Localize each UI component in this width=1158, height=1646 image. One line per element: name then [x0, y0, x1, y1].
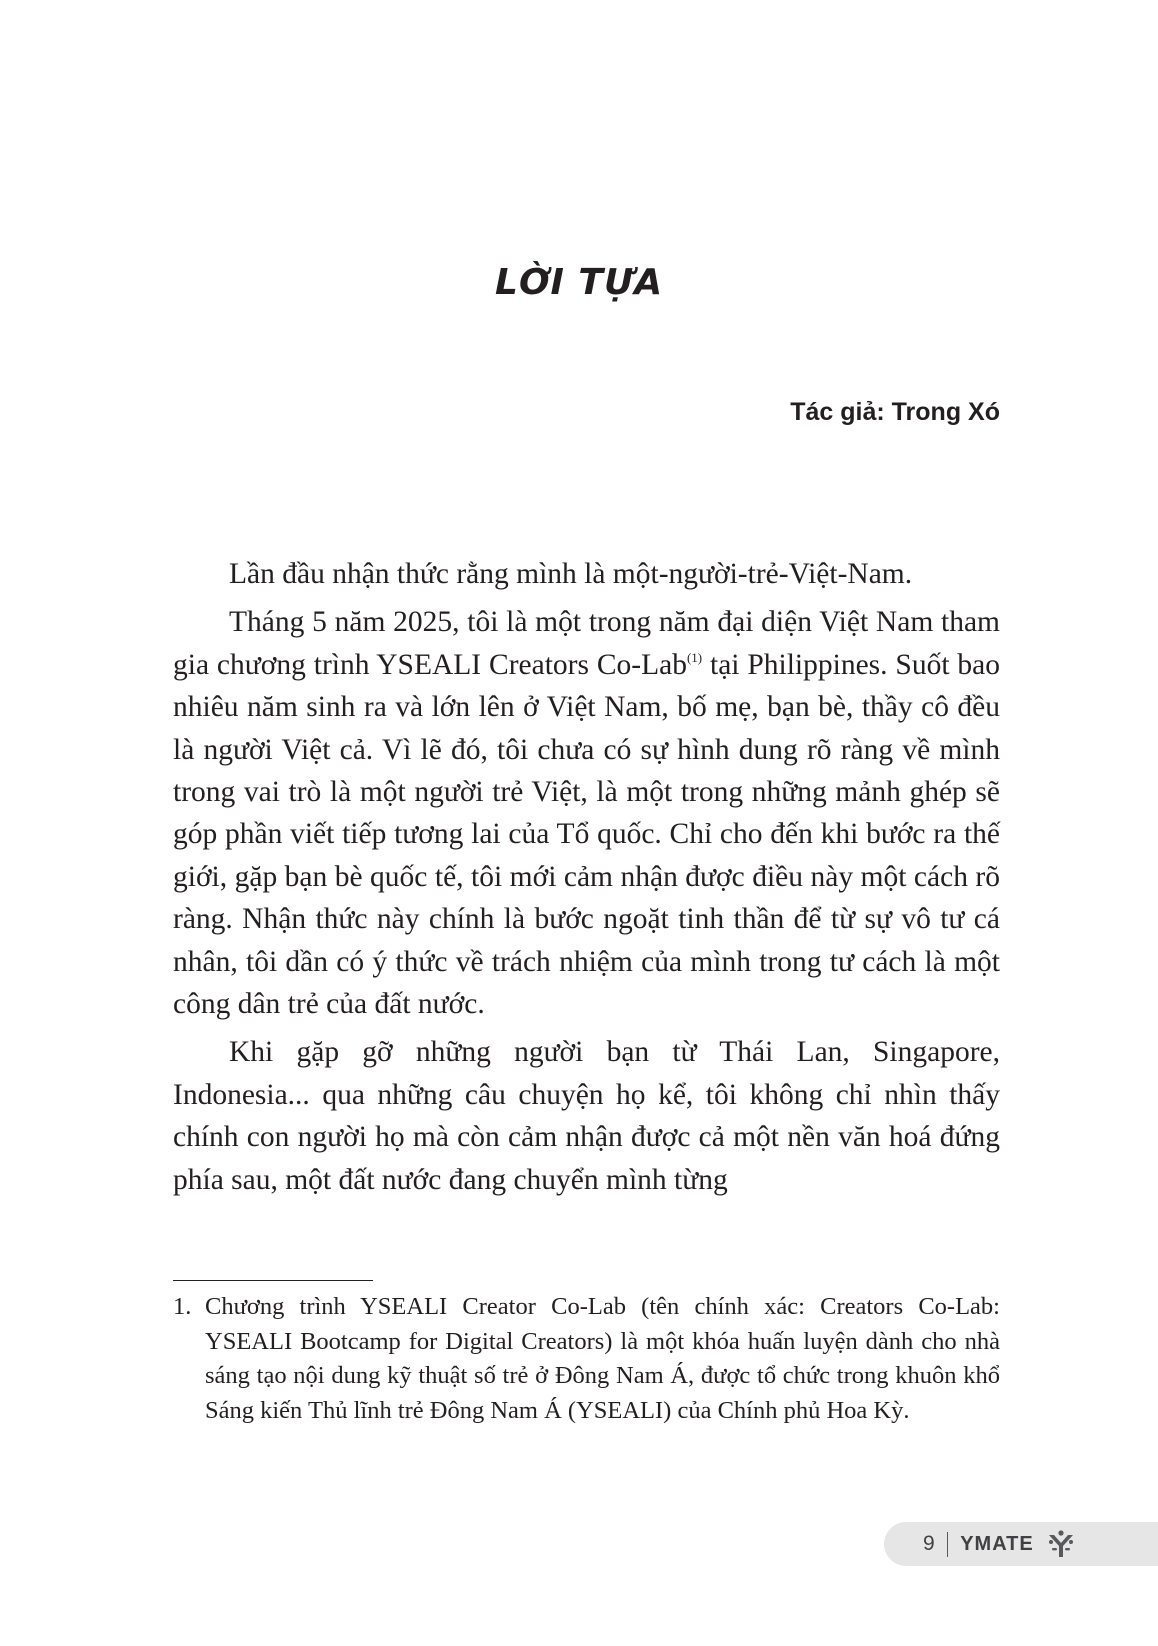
page-title: LỜI TỰA	[494, 262, 664, 303]
ymate-logo-icon	[1046, 1529, 1076, 1559]
page-number: 9	[923, 1532, 935, 1555]
paragraph-2-text-start: Tháng 5 năm 2025, tôi là một trong năm đại diện Việt Nam tham gia chương trình YSEALI Creators Co-Lab	[173, 606, 1000, 681]
author-line: Tác giả: Trong Xó	[790, 398, 1000, 426]
footnote-divider	[173, 1280, 373, 1281]
body-text	[173, 553, 1000, 1207]
brand-name: YMATE	[960, 1532, 1034, 1555]
footer-divider	[947, 1532, 949, 1557]
footnote-text: Chương trình YSEALI Creator Co-Lab (tên chính xác: Creators Co-Lab: YSEALI Bootcamp for Digital Creators) là một khóa huấn luyện dành cho nhà sáng tạo nội dung kỹ thuật số trẻ ở Đông Nam Á, được tổ chức trong khuôn khổ Sáng kiến Thủ lĩnh trẻ Đông Nam Á (YSEALI) của Chính phủ Hoa Kỳ.	[205, 1293, 1000, 1424]
footnote-reference: (1)	[686, 649, 703, 665]
paragraph-2-text-end: tại Philippines. Suốt bao nhiêu năm sinh ra và lớn lên ở Việt Nam, bố mẹ, bạn bè, thầy cô đều là người Việt cả. Vì lẽ đó, tôi chưa có sự hình dung rõ ràng về mình trong vai trò là một người trẻ Việt, là một trong những mảnh ghép sẽ góp phần viết tiếp tương lai của Tổ quốc. Chỉ cho đến khi bước ra thế giới, gặp bạn bè quốc tế, tôi mới cảm nhận được điều này một cách rõ ràng. Nhận thức này chính là bước ngoặt tinh thần để từ sự vô tư cá nhân, tôi dần có ý thức về trách nhiệm của mình trong tư cách là một công dân trẻ của đất nước.	[173, 648, 1000, 1021]
paragraph-3: Khi gặp gỡ những người bạn từ Thái Lan, Singapore, Indonesia... qua những câu chuyện họ kể, tôi không chỉ nhìn thấy chính con người họ mà còn cảm nhận được cả một nền văn hoá đứng phía sau, một đất nước đang chuyển mình từng	[173, 1036, 1000, 1196]
footnote	[173, 1290, 1000, 1428]
footnote-number: 1.	[173, 1293, 192, 1320]
paragraph-2	[173, 601, 1000, 1025]
paragraph-1: Lần đầu nhận thức rằng mình là một-người-trẻ-Việt-Nam.	[229, 558, 913, 590]
page-footer-tab	[884, 1522, 1158, 1566]
